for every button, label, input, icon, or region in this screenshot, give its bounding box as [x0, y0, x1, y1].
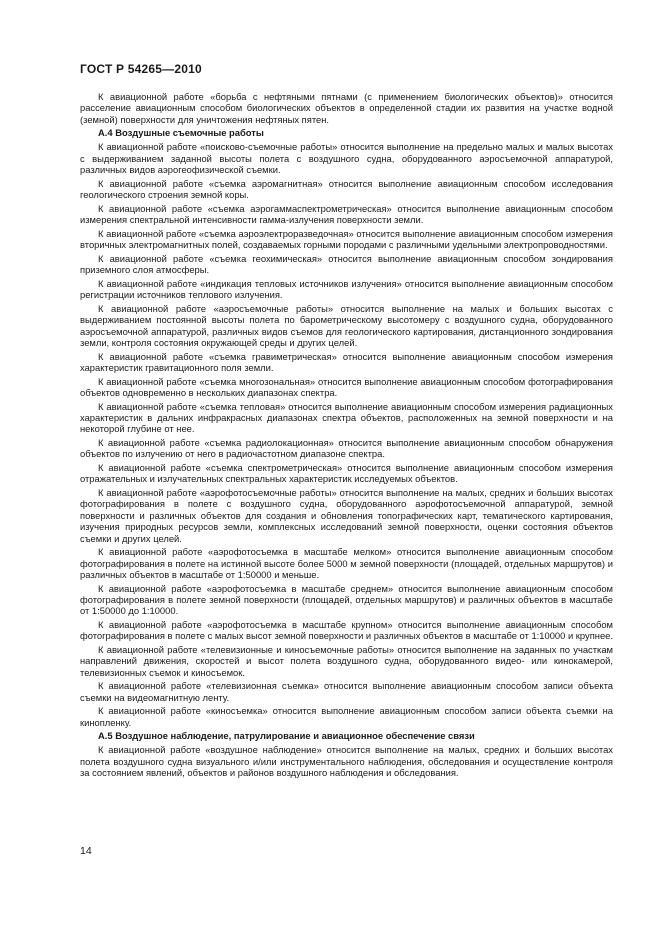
paragraph: К авиационной работе «съемка аэрогаммаспектрометрическая» относится выполнение авиационным способом измерения спектральной интенсивности гамма-излучения поверхности земли.: [80, 202, 613, 226]
section-heading: А.5 Воздушное наблюдение, патрулирование и авиационное обеспечение связи: [98, 730, 475, 742]
paragraph: К авиационной работе «съемка гравиметрическая» относится выполнение авиационным способом измерения характеристик гравитационного поля земли.: [80, 350, 613, 373]
document-header: ГОСТ Р 54265—2010: [80, 62, 202, 76]
paragraph: К авиационной работе «аэрофотосъемка в масштабе среднем» относится выполнение авиационным способом фотографирования в полете земной поверхности (площадей, отдельных маршрутов) и различных объектов в масштабе от 1:50000 до 1:10000.: [80, 582, 613, 617]
paragraph: К авиационной работе «аэрофотосъемка в масштабе мелком» относится выполнение авиационным способом фотографирования в полете на истинной высоте более 5000 м земной поверхности (площадей, отдельных маршрутов) и различных объектов в масштабе от 1:50000 и меньше.: [80, 546, 613, 580]
paragraph: К авиационной работе «съемка спектрометрическая» относится выполнение авиационным способом измерения отражательных и излучательных спектральных характеристик исследуемых объектов.: [80, 461, 613, 485]
paragraph: К авиационной работе «съемка радиолокационная» относится выполнение авиационным способом обнаружения объектов по излучению от него в радиочастотном диапазоне спектра.: [80, 436, 613, 460]
paragraph: К авиационной работе «телевизионная съемка» относится выполнение авиационным способом записи объекта съемки на видеомагнитную ленту.: [80, 680, 613, 703]
paragraph: К авиационной работе «съемка аэроэлектроразведочная» относится выполнение авиационным способом измерения вторичных электромагнитных полей, создаваемых горными породами с различными удельными электропроводностями.: [80, 227, 613, 251]
paragraph: К авиационной работе «телевизионные и киносъемочные работы» относится выполнение на заданных по участкам направлений движения, скоростей и высот полета воздушного судна, оборудованного видео- или кинокамерой, телевизионных съемок и киносъемок.: [80, 643, 613, 678]
paragraph: К авиационной работе «киносъемка» относится выполнение авиационным способом записи объекта съемки на кинопленку.: [80, 705, 613, 728]
page-number: 14: [80, 845, 92, 857]
paragraph: К авиационной работе «съемка тепловая» относится выполнение авиационным способом измерения радиационных характеристик в дальних инфракрасных диапазонах спектра объектов, расположенных на земной поверхности и на некоторой глубине от нее.: [80, 400, 613, 435]
paragraph: К авиационной работе «съемка геохимическая» относится выполнение авиационным способом зондирования приземного слоя атмосферы.: [80, 252, 613, 276]
paragraph: К авиационной работе «воздушное наблюдение» относится выполнение на малых, средних и больших высотах полета воздушного судна визуального и/или инструментального наблюдения, обследования и осуществление контроля за состоянием явлений, объектов и районов воздушного наблюдения и обследования.: [80, 744, 613, 779]
section-heading: А.4 Воздушные съемочные работы: [98, 127, 264, 139]
paragraph: К авиационной работе «индикация тепловых источников излучения» относится выполнение авиационным способом регистрации источников теплового излучения.: [80, 277, 613, 301]
paragraph: К авиационной работе «аэросъемочные работы» относится выполнение на малых и больших высотах с выдерживанием постоянной высоты полета по барометрическому высотомеру с воздушного судна, оборудованного аэросъемочной аппаратурой, различных видов съемов для геологического картирования, дистанционного зондирования земли, контроля состояния окружающей среды и других целей.: [80, 302, 613, 348]
paragraph: К авиационной работе «аэрофотосъемка в масштабе крупном» относится выполнение авиационным способом фотографирования в полете с малых высот земной поверхности и различных объектов в масштабе от 1:10000 и крупнее.: [80, 618, 613, 642]
document-body: [80, 91, 613, 781]
paragraph: К авиационной работе «борьба с нефтяными пятнами (с применением биологических объектов)» относится расселение авиационным способом биологических объектов в определенной стадии их развития на участке водной (земной) поверхности для уничтожения нефтяных пятен.: [80, 91, 613, 125]
paragraph: К авиационной работе «поисково-съемочные работы» относится выполнение на предельно малых и малых высотах с выдерживанием заданной высоты полета с воздушного судна, оборудованного аэросъемочной аппаратурой, различных видов аэрогеофизической съемки.: [80, 141, 613, 176]
paragraph: К авиационной работе «съемка многозональная» относится выполнение авиационным способом фотографирования объектов одновременно в нескольких диапазонах спектра.: [80, 375, 613, 398]
paragraph: К авиационной работе «съемка аэромагнитная» относится выполнение авиационным способом исследования геологического строения земной коры.: [80, 177, 613, 201]
paragraph: К авиационной работе «аэрофотосъемочные работы» относится выполнение на малых, средних и больших высотах фотографирования в полете с воздушного судна, оборудованного аэрофотосъемочной аппаратурой, земной поверхности и различных объектов для создания и обновления топографических карт, тематического картирования, изучения природных ресурсов земли, комплексных исследований земной поверхности, оценки состояния объектов съемки и других целей.: [80, 486, 613, 544]
